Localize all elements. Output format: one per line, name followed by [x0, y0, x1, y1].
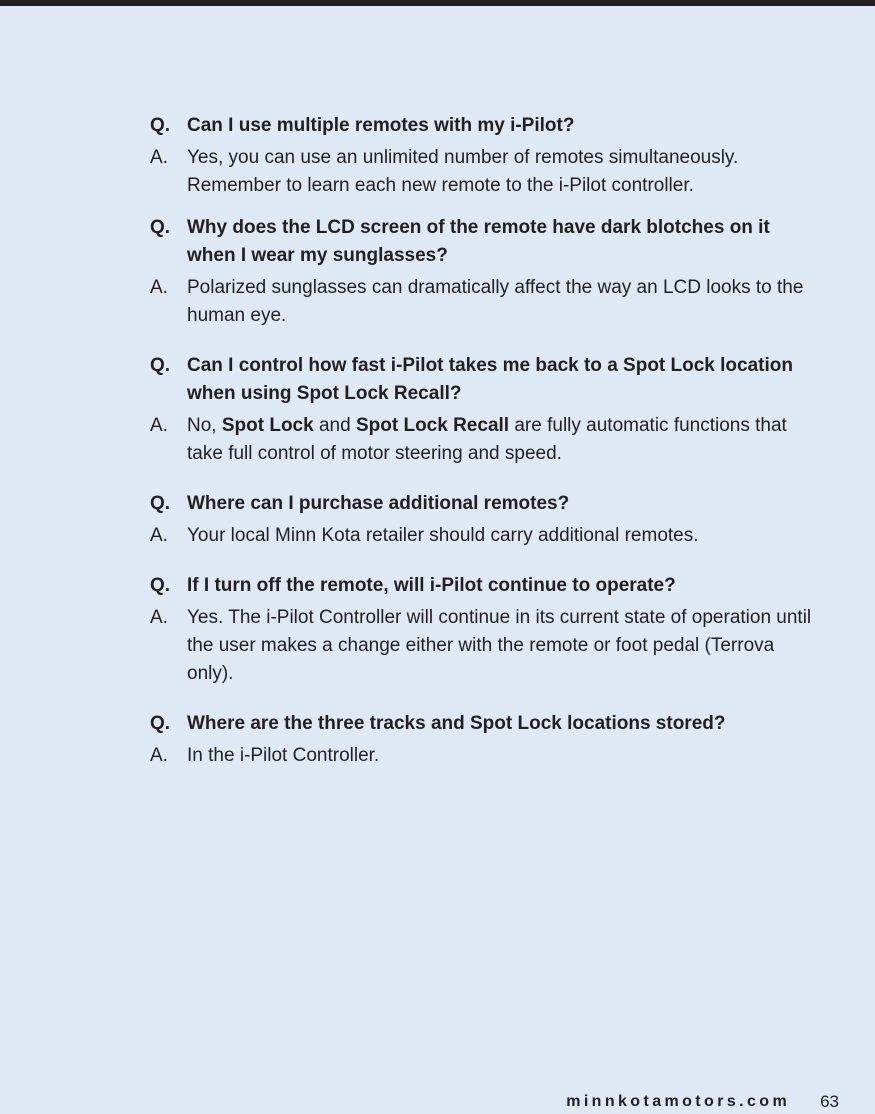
- question-text: Can I use multiple remotes with my i-Pilot?: [187, 115, 575, 136]
- answer-marker: A.: [150, 415, 168, 436]
- faq-question-5: [150, 572, 820, 600]
- answer-text: Your local Minn Kota retailer should carry additional remotes.: [187, 525, 699, 546]
- question-text: Can I control how fast i-Pilot takes me back to a Spot Lock location when using Spot Lock Recall?: [187, 355, 793, 404]
- answer-marker: A.: [150, 147, 168, 168]
- faq-question-6: [150, 710, 820, 738]
- answer-text: Polarized sunglasses can dramatically affect the way an LCD looks to the human eye.: [187, 277, 804, 326]
- faq-answer-1: [150, 144, 820, 200]
- faq-answer-5: [150, 604, 820, 688]
- answer-text-part: No,: [187, 415, 222, 436]
- page-footer: [566, 1090, 839, 1114]
- question-marker: Q.: [150, 575, 171, 596]
- question-text: If I turn off the remote, will i-Pilot continue to operate?: [187, 575, 676, 596]
- question-text: Where are the three tracks and Spot Lock locations stored?: [187, 713, 726, 734]
- question-text: Why does the LCD screen of the remote have dark blotches on it when I wear my sunglasses?: [187, 217, 770, 266]
- question-marker: Q.: [150, 115, 171, 136]
- answer-text: In the i-Pilot Controller.: [187, 745, 380, 766]
- answer-text: Yes. The i-Pilot Controller will continue in its current state of operation until the user makes a change either with the remote or foot pedal (Terrova only).: [187, 607, 812, 684]
- faq-answer-6: [150, 742, 820, 770]
- answer-bold-spot-lock: Spot Lock: [221, 415, 314, 436]
- faq-question-2: [150, 214, 820, 270]
- footer-website: minnkotamotors.com: [566, 1093, 791, 1110]
- faq-question-4: [150, 490, 820, 518]
- page-number: 63: [820, 1092, 839, 1111]
- answer-text-part: are fully automatic functions that take full control of motor steering and speed.: [187, 415, 787, 464]
- answer-bold-spot-lock-recall: Spot Lock Recall: [355, 415, 510, 436]
- faq-answer-4: [150, 522, 820, 550]
- answer-marker: A.: [150, 525, 168, 546]
- faq-answer-2: [150, 274, 820, 330]
- answer-text-part: and: [313, 415, 356, 436]
- question-marker: Q.: [150, 355, 171, 376]
- question-marker: Q.: [150, 217, 171, 238]
- top-border-bar: [0, 0, 875, 6]
- question-marker: Q.: [150, 493, 171, 514]
- answer-text: Yes, you can use an unlimited number of remotes simultaneously. Remember to learn each new remote to the i-Pilot controller.: [187, 147, 739, 196]
- faq-question-3: [150, 352, 820, 408]
- faq-question-1: [150, 112, 820, 140]
- question-marker: Q.: [150, 713, 171, 734]
- faq-list: [150, 112, 820, 770]
- answer-marker: A.: [150, 745, 168, 766]
- answer-marker: A.: [150, 607, 168, 628]
- faq-answer-3: [150, 412, 820, 468]
- answer-text: [187, 412, 820, 468]
- question-text: Where can I purchase additional remotes?: [187, 493, 570, 514]
- answer-marker: A.: [150, 277, 168, 298]
